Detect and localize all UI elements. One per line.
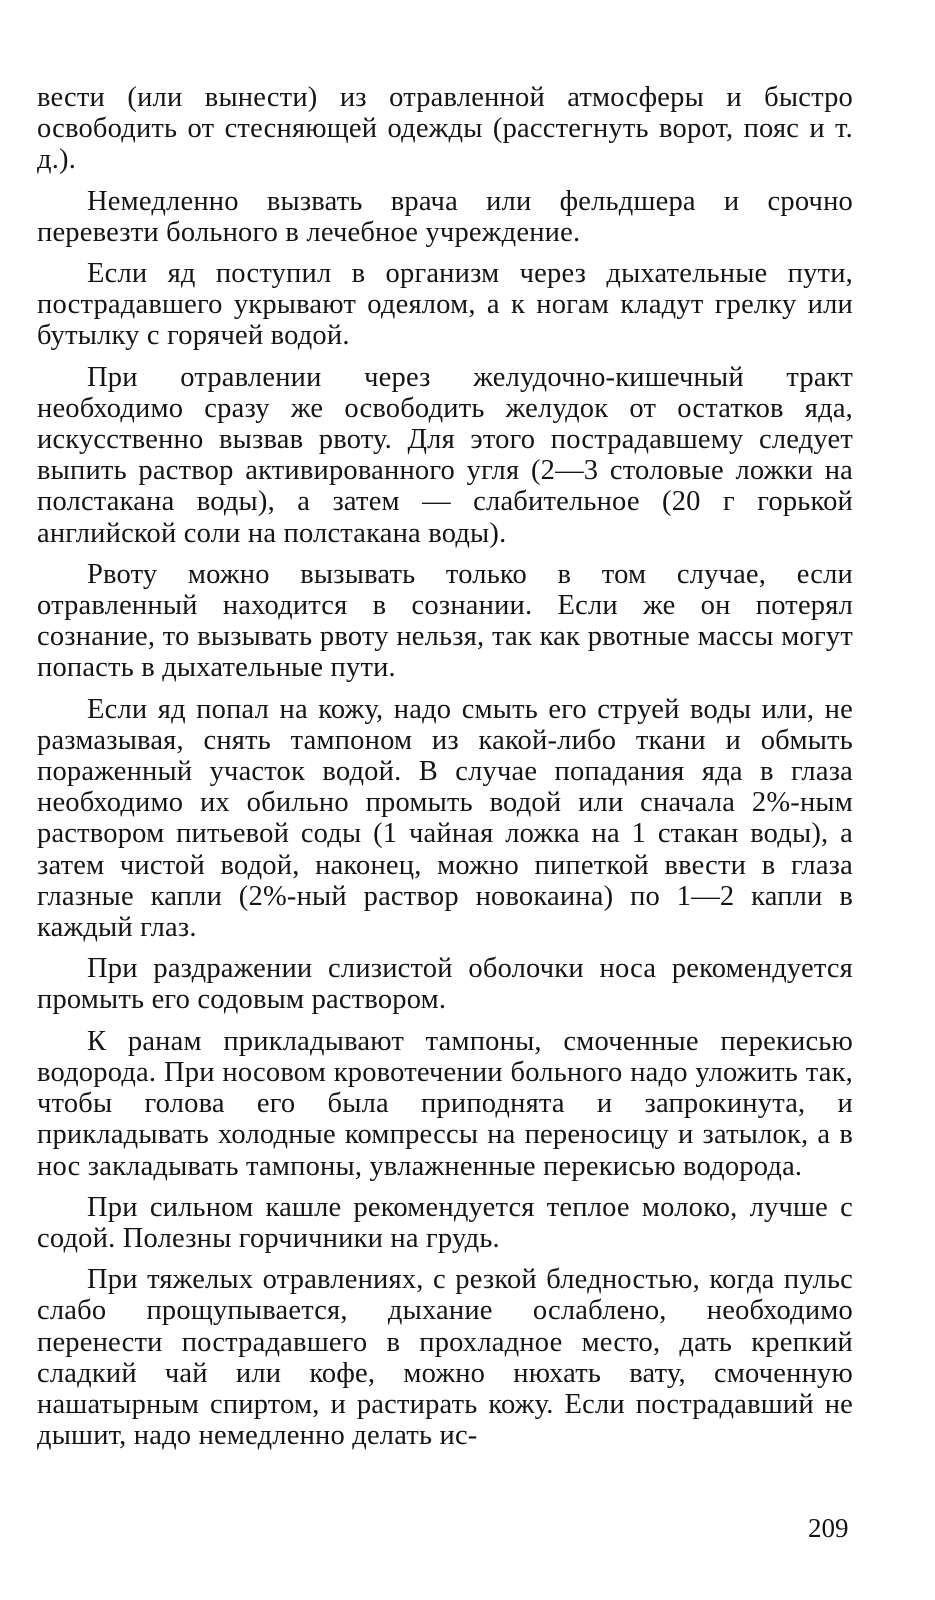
paragraph-call-doctor: Немедленно вызвать врача или фельдшера и срочно перевезти больного в лечебное учреждение. <box>37 185 853 248</box>
page-number: 209 <box>808 1513 849 1543</box>
paragraph-nasal-mucosa: При раздражении слизистой оболочки носа рекомендуется промыть его содовым раствором. <box>37 953 853 1016</box>
paragraph-gastrointestinal-poisoning: При отравлении через желудочно-кишечный тракт необходимо сразу же освободить желудок от остатков яда, искусственно вызвав рвоту. Для этого пострадавшему следует выпить раствор активированного угля (2—3 столовые ложки на полстакана воды), а затем — слабительное (20 г горькой английской соли на полстакана воды). <box>37 361 853 549</box>
paragraph-cough: При сильном кашле рекомендуется теплое молоко, лучше с содой. Полезны горчичники на грудь. <box>37 1191 853 1254</box>
page-body <box>37 82 853 1461</box>
paragraph-skin-eyes: Если яд попал на кожу, надо смыть его струей воды или, не размазывая, снять тампоном из какой-либо ткани и обмыть пораженный участок водой. В случае попадания яда в глаза необходимо их обильно промыть водой или сначала 2%-ным раствором питьевой соды (1 чайная ложка на 1 стакан воды), а затем чистой водой, наконец, можно пипеткой ввести в глаза глазные капли (2%-ный раствор новокаина) по 1—2 капли в каждый глаз. <box>37 693 853 944</box>
paragraph-continuation: вести (или вынести) из отравленной атмосферы и быстро освободить от стесняющей одежды (расстегнуть ворот, пояс и т. д.). <box>37 82 853 176</box>
paragraph-severe-poisoning: При тяжелых отравлениях, с резкой бледностью, когда пульс слабо прощупывается, дыхание ослаблено, необходимо перенести пострадавшего в прохладное место, дать крепкий сладкий чай или кофе, можно нюхать вату, смоченную нашатырным спиртом, и растирать кожу. Если пострадавший не дышит, надо немедленно делать ис- <box>37 1264 853 1452</box>
paragraph-wounds-nosebleed: К ранам прикладывают тампоны, смоченные перекисью водорода. При носовом кровотечении больного надо уложить так, чтобы голова его была приподнята и запрокинута, и прикладывать холодные компрессы на переносицу и затылок, а в нос закладывать тампоны, увлажненные перекисью водорода. <box>37 1025 853 1182</box>
paragraph-respiratory-poisoning: Если яд поступил в организм через дыхательные пути, пострадавшего укрывают одеялом, а к ногам кладут грелку или бутылку с горячей водой. <box>37 258 853 352</box>
paragraph-vomiting: Рвоту можно вызывать только в том случае, если отравленный находится в сознании. Если же он потерял сознание, то вызывать рвоту нельзя, так как рвотные массы могут попасть в дыхательные пути. <box>37 558 853 684</box>
